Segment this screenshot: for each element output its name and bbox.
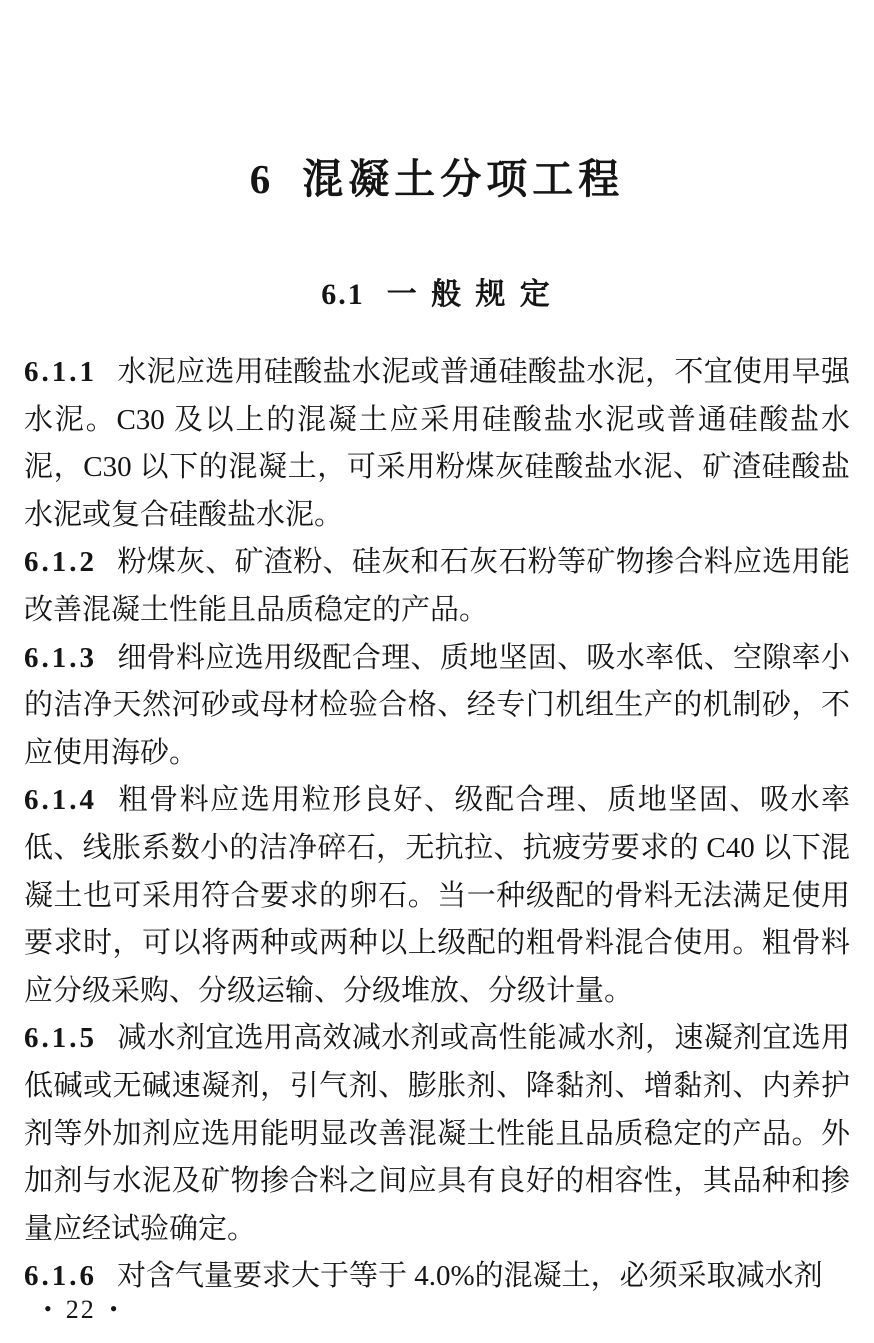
clause: [24, 349, 850, 539]
clause: [24, 1253, 850, 1301]
clause-list: [24, 349, 850, 1301]
clause-text: 粗骨料应选用粒形良好、级配合理、质地坚固、吸水率低、线胀系数小的洁净碎石，无抗拉、抗疲劳要求的 C40 以下混凝土也可采用符合要求的卵石。当一种级配的骨料无法满足使用要求时，可以将两种或两种以上级配的粗骨料混合使用。粗骨料应分级采购、分级运输、分级堆放、分级计量。: [24, 784, 850, 1007]
page-number: 22: [65, 1295, 96, 1324]
clause-number: 6.1.2: [24, 546, 97, 579]
clause-text: 粉煤灰、矿渣粉、硅灰和石灰石粉等矿物掺合料应选用能改善混凝土性能且品质稳定的产品。: [24, 546, 850, 626]
clause-text: 对含气量要求大于等于 4.0%的混凝土，必须采取减水剂: [117, 1260, 823, 1293]
chapter-title: [24, 0, 850, 205]
footer-right-dot: •: [109, 1296, 118, 1321]
clause: [24, 539, 850, 634]
chapter-name: 混凝土分项工程: [302, 156, 625, 202]
clause-number: 6.1.3: [24, 641, 97, 674]
clause: [24, 1015, 850, 1253]
section-number: 6.1: [321, 278, 365, 311]
clause: [24, 635, 850, 778]
clause: [24, 777, 850, 1015]
clause-number: 6.1.5: [24, 1022, 97, 1055]
footer-left-dot: •: [44, 1296, 52, 1321]
clause-text: 减水剂宜选用高效减水剂或高性能减水剂，速凝剂宜选用低碱或无碱速凝剂，引气剂、膨胀剂、降黏剂、增黏剂、内养护剂等外加剂应选用能明显改善混凝土性能且品质稳定的产品。外加剂与水泥及矿物掺合料之间应具有良好的相容性，其品种和掺量应经试验确定。: [24, 1022, 850, 1245]
clause-text: 水泥应选用硅酸盐水泥或普通硅酸盐水泥，不宜使用早强水泥。C30 及以上的混凝土应采用硅酸盐水泥或普通硅酸盐水泥，C30 以下的混凝土，可采用粉煤灰硅酸盐水泥、矿渣硅酸盐水泥或复合硅酸盐水泥。: [24, 356, 850, 531]
clause-number: 6.1.1: [24, 356, 97, 388]
section-name: 一 般 规 定: [386, 278, 553, 311]
chapter-number: 6: [249, 156, 271, 202]
clause-text: 细骨料应选用级配合理、质地坚固、吸水率低、空隙率小的洁净天然河砂或母材检验合格、经专门机组生产的机制砂，不应使用海砂。: [24, 641, 850, 769]
section-title: [24, 269, 850, 313]
clause-number: 6.1.4: [24, 784, 97, 817]
clause-number: 6.1.6: [24, 1260, 97, 1293]
page-footer: [44, 1295, 117, 1325]
